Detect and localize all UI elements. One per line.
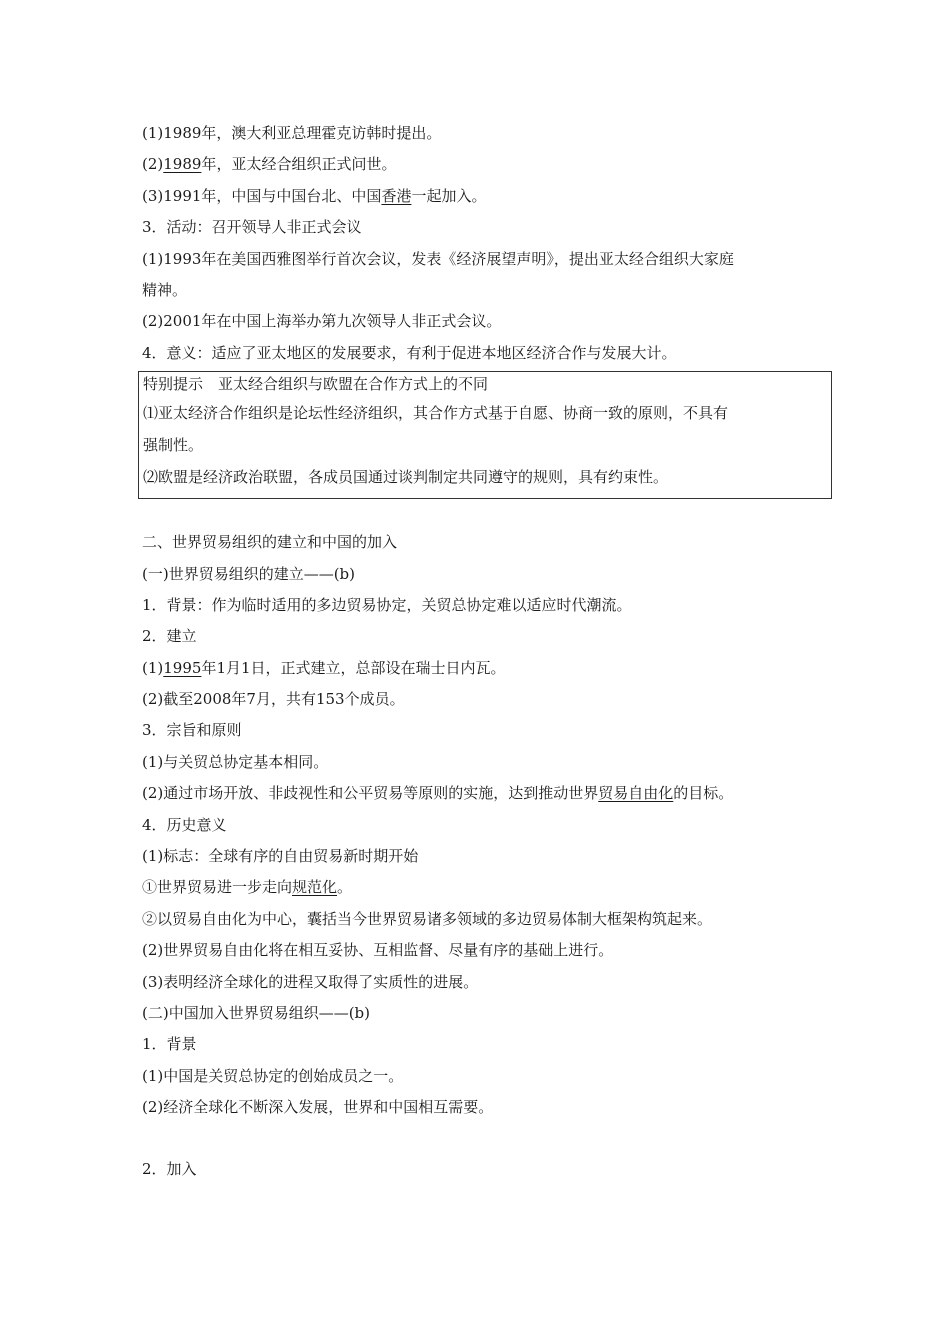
text-prefix: ①世界贸易进一步走向 [142, 878, 293, 897]
apec-origin-1: (1)1989年，澳大利亚总理霍克访韩时提出。 [142, 124, 442, 142]
tip-box-line-1b: 强制性。 [143, 436, 204, 455]
text-prefix: (3)1991年，中国与中国台北、中国 [142, 186, 382, 205]
wto-purpose-title: 3．宗旨和原则 [142, 721, 242, 740]
china-background-1: (1)中国是关贸总协定的创始成员之一。 [142, 1066, 404, 1085]
underlined-answer: 香港 [381, 186, 412, 205]
wto-establish-2: (2)截至2008年7月，共有153个成员。 [142, 690, 405, 709]
text-prefix: (1) [142, 658, 164, 677]
apec-origin-3 [142, 181, 832, 212]
spacer [142, 499, 832, 527]
china-join-title: 2．加入 [142, 1159, 197, 1178]
underlined-answer: 1989 [163, 155, 202, 174]
tip-box [138, 371, 832, 499]
wto-history-title: 4．历史意义 [142, 815, 227, 834]
wto-history-1b: ②以贸易自由化为中心，囊括当今世界贸易诸多领域的多边贸易体制大框架构筑起来。 [142, 909, 713, 928]
wto-history-1: (1)标志：全球有序的自由贸易新时期开始 [142, 847, 419, 866]
spacer [142, 1124, 832, 1154]
wto-history-2: (2)世界贸易自由化将在相互妥协、互相监督、尽量有序的基础上进行。 [142, 941, 614, 960]
wto-history-3: (3)表明经济全球化的进程又取得了实质性的进展。 [142, 972, 479, 991]
wto-establish-title: 2．建立 [142, 627, 197, 646]
text-suffix: 的目标。 [673, 784, 734, 803]
tip-box-line-2: ⑵欧盟是经济政治联盟，各成员国通过谈判制定共同遵守的规则，具有约束性。 [143, 468, 669, 487]
wto-background: 1．背景：作为临时适用的多边贸易协定，关贸总协定难以适应时代潮流。 [142, 595, 632, 614]
china-background-2: (2)经济全球化不断深入发展，世界和中国相互需要。 [142, 1098, 494, 1117]
subsection-1: (一)世界贸易组织的建立——(b) [142, 564, 356, 583]
underlined-answer: 规范化 [292, 878, 338, 897]
apec-activity-2: (2)2001年在中国上海举办第九次领导人非正式会议。 [142, 312, 502, 331]
document-page [142, 118, 832, 1185]
wto-establish-1 [142, 653, 832, 684]
apec-activity-1b: 精神。 [142, 280, 188, 299]
wto-history-1a [142, 872, 832, 903]
text-prefix: (2) [142, 155, 164, 174]
text-prefix: (2)通过市场开放、非歧视性和公平贸易等原则的实施，达到推动世界 [142, 784, 599, 803]
text-suffix: 年，亚太经合组织正式问世。 [201, 155, 397, 174]
china-background-title: 1．背景 [142, 1035, 197, 1054]
underlined-answer: 1995 [163, 658, 202, 677]
tip-box-title: 特别提示 亚太经合组织与欧盟在合作方式上的不同 [143, 375, 489, 394]
wto-purpose-2 [142, 778, 832, 809]
text-suffix: 。 [337, 878, 353, 897]
text-suffix: 年1月1日，正式建立，总部设在瑞士日内瓦。 [201, 658, 506, 677]
apec-origin-2 [142, 149, 832, 180]
text-suffix: 一起加入。 [411, 186, 487, 205]
wto-purpose-1: (1)与关贸总协定基本相同。 [142, 752, 329, 771]
apec-activity-1a: (1)1993年在美国西雅图举行首次会议，发表《经济展望声明》，提出亚太经合组织大家庭 [142, 249, 734, 268]
section-heading: 二、世界贸易组织的建立和中国的加入 [142, 533, 398, 552]
apec-meaning: 4．意义：适应了亚太地区的发展要求，有利于促进本地区经济合作与发展大计。 [142, 343, 677, 362]
apec-activity-title: 3．活动：召开领导人非正式会议 [142, 218, 362, 237]
subsection-2: (二)中国加入世界贸易组织——(b) [142, 1003, 371, 1022]
tip-box-line-1a: ⑴亚太经济合作组织是论坛性经济组织，其合作方式基于自愿、协商一致的原则，不具有 [143, 404, 729, 423]
underlined-answer: 贸易自由化 [598, 784, 674, 803]
